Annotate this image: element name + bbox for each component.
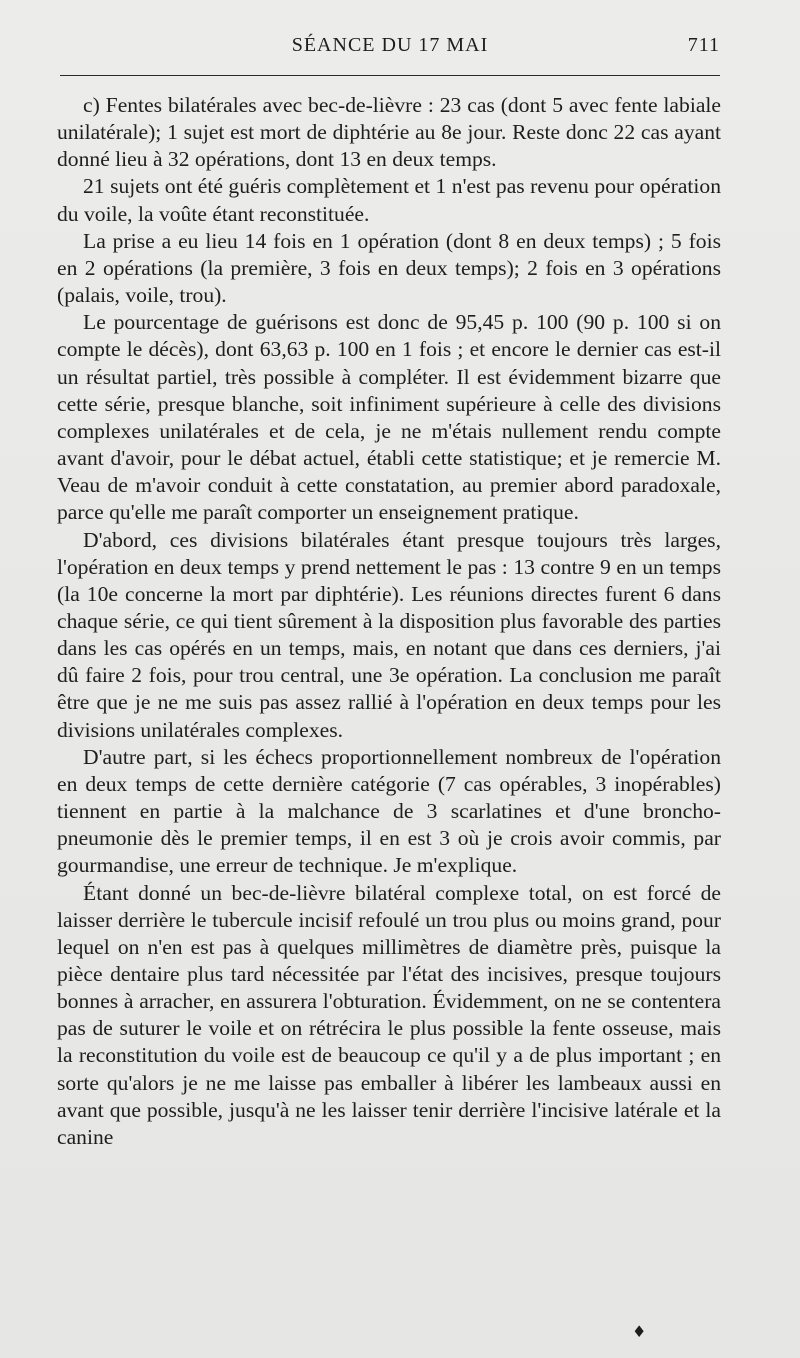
paragraph: c) Fentes bilatérales avec bec-de-lièvre : 23 cas (dont 5 avec fente labiale unilatérale); 1 sujet est mort de diphtérie au 8e jour. Reste donc 22 cas ayant donné lieu à 32 opérations, dont 13 en deux temps.	[57, 93, 721, 172]
paragraph: Étant donné un bec-de-lièvre bilatéral complexe total, on est forcé de laisser derrière le tubercule incisif refoulé un trou plus ou moins grand, pour lequel on n'en est pas à quelques millimètres de diamètre près, puisque la pièce dentaire plus tard nécessitée par l'état des incisives, presque toujours bonnes à arracher, en assurera l'obturation. Évidemment, on ne se contentera pas de suturer le voile et on rétrécira le plus possible la fente osseuse, mais la reconstitution du voile est de beaucoup ce qu'il y a de plus important ; en sorte qu'alors je ne me laisse pas emballer à libérer les lambeaux aussi en avant que possible, jusqu'à ne les laisser tenir derrière l'incisive latérale et la canine	[57, 880, 721, 1149]
body-text	[57, 92, 721, 1151]
paragraph: 21 sujets ont été guéris complètement et 1 n'est pas revenu pour opération du voile, la voûte étant reconstituée.	[57, 174, 721, 226]
page-number: 711	[687, 34, 720, 56]
running-title: SÉANCE DU 17 MAI	[291, 34, 489, 56]
paragraph: La prise a eu lieu 14 fois en 1 opération (dont 8 en deux temps) ; 5 fois en 2 opérations (la première, 3 fois en deux temps); 2 fois en 3 opérations (palais, voile, trou).	[57, 228, 721, 308]
paragraph: Le pourcentage de guérisons est donc de 95,45 p. 100 (90 p. 100 si on compte le décès), dont 63,63 p. 100 en 1 fois ; et encore le dernier cas est-il un résultat partiel, très possible à compléter. Il est évidemment bizarre que cette série, presque blanche, soit infiniment supérieure à celle des divisions complexes unilatérales et de cela, je ne m'étais nullement rendu compte avant d'avoir, pour le débat actuel, établi cette statistique; et je remercie M. Veau de m'avoir conduit à cette constatation, au premier abord paradoxale, parce qu'elle me paraît comporter un enseignement pratique.	[57, 310, 721, 525]
paragraph: D'abord, ces divisions bilatérales étant presque toujours très larges, l'opération en deux temps y prend nettement le pas : 13 contre 9 en un temps (la 10e concerne la mort par diphtérie). Les réunions directes furent 6 dans chaque série, ce qui tient sûrement à la disposition plus favorable des parties dans les cas opérés en un temps, mais, en notant que dans ces derniers, j'ai dû faire 2 fois, pour trou central, une 3e opération. La conclusion me paraît être que je ne me suis pas assez rallié à l'opération en deux temps pour les divisions unilatérales complexes.	[57, 527, 721, 742]
running-header	[60, 34, 720, 58]
header-rule	[60, 75, 720, 76]
paragraph: D'autre part, si les échecs proportionnellement nombreux de l'opération en deux temps de cette dernière catégorie (7 cas opérables, 3 inopérables) tiennent en partie à la malchance de 3 scarlatines et d'une broncho-pneumonie dès le premier temps, il en est 3 où je crois avoir commis, par gourmandise, une erreur de technique. Je m'explique.	[57, 744, 721, 878]
ink-mark-icon: ♦	[632, 1322, 647, 1341]
